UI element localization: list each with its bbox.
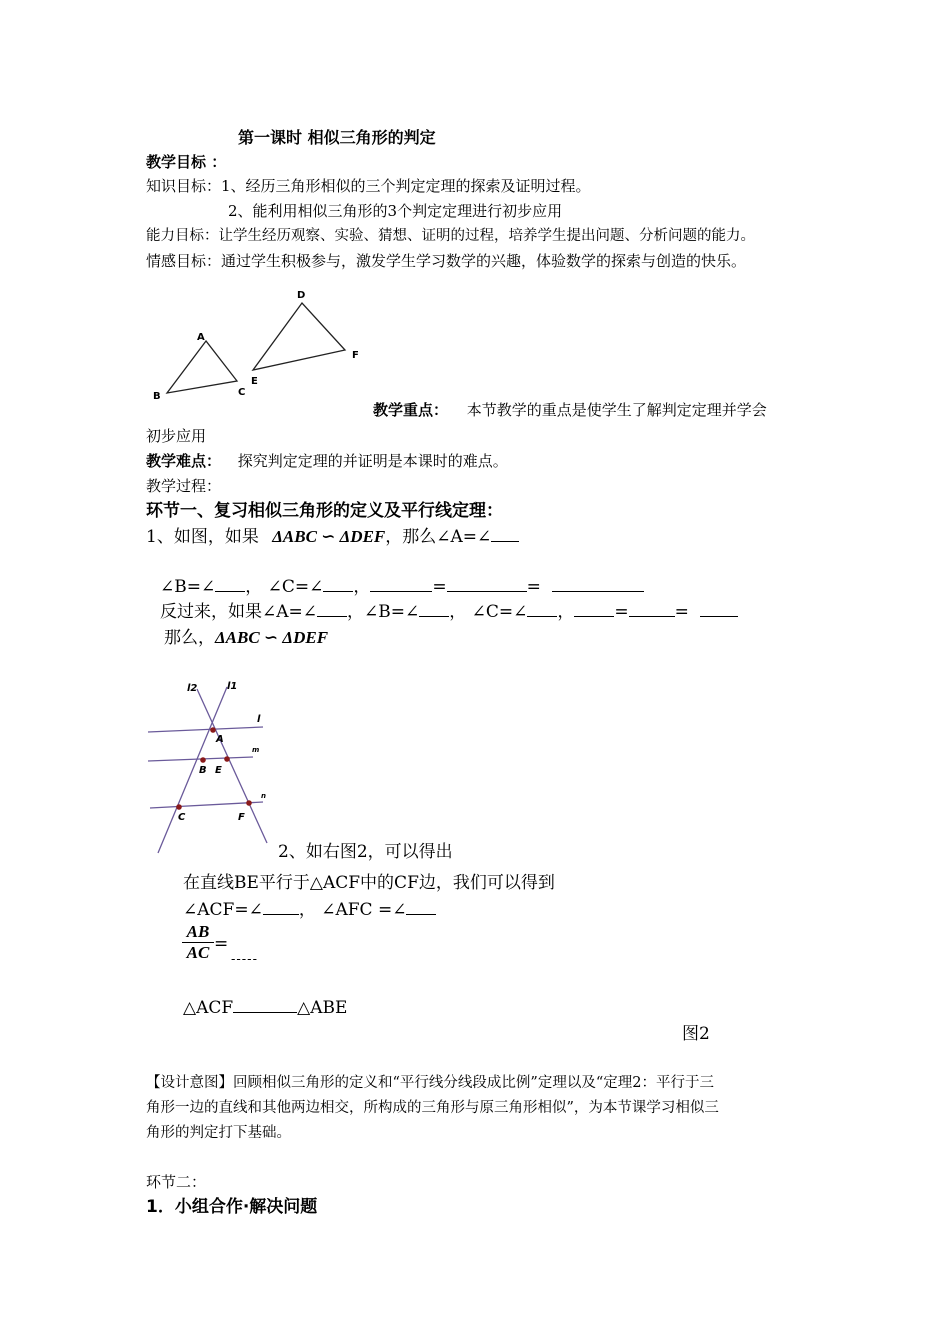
label-m: m xyxy=(252,746,260,754)
label-e: E xyxy=(251,376,258,387)
section2-subheading: 1．小组合作·解决问题 xyxy=(146,1197,318,1217)
blank xyxy=(419,602,449,617)
fraction-equals: = xyxy=(214,934,229,954)
blank xyxy=(263,900,299,915)
question-1-row3: 反过来，如果∠A=∠ ，∠B=∠ ， ∠C=∠ ， = = xyxy=(160,602,738,622)
converse-angle-b: ，∠B=∠ xyxy=(347,602,420,622)
blank xyxy=(406,900,436,915)
section2-heading: 环节二： xyxy=(146,1173,207,1191)
angle-afc: ， ∠AFC =∠ xyxy=(298,900,407,920)
label-d: D xyxy=(297,290,306,301)
angle-c-text: ， ∠C=∠ xyxy=(245,577,324,597)
label-l2: l2 xyxy=(187,683,198,694)
similarity-expression: ΔABC ∽ ΔDEF xyxy=(215,628,329,647)
question-1-row2: ∠B=∠ ， ∠C=∠ ， = = xyxy=(160,577,644,597)
blank xyxy=(491,527,519,542)
q1-suffix: ，那么∠A=∠ xyxy=(385,527,492,547)
blank xyxy=(552,577,644,592)
blank xyxy=(370,577,432,592)
then-text: 那么， xyxy=(164,628,215,648)
angle-acf: ∠ACF=∠ xyxy=(183,900,263,920)
design-intent-line3: 角形的判定打下基础。 xyxy=(146,1125,291,1141)
triangle-abc xyxy=(167,341,237,393)
key-point-continued: 初步应用 xyxy=(146,427,207,445)
blank xyxy=(447,577,527,592)
point-b xyxy=(200,757,206,763)
parallel-lines-figure xyxy=(145,675,280,857)
label-l1: l1 xyxy=(227,681,238,692)
knowledge-objective-1: 知识目标：1、经历三角形相似的三个判定定理的探索及证明过程。 xyxy=(146,177,591,195)
figure-2-caption: 图2 xyxy=(682,1024,710,1044)
angle-b-text: ∠B=∠ xyxy=(160,577,216,597)
q1-prefix: 1、如图，如果 xyxy=(146,527,259,547)
emotion-objective: 情感目标：通过学生积极参与，激发学生学习数学的兴趣，体验数学的探索与创造的快乐。 xyxy=(146,252,747,270)
objectives-heading: 教学目标 ： xyxy=(146,153,227,171)
design-intent-line2: 角形一边的直线和其他两边相交，所构成的三角形与原三角形相似”，为本节课学习相似三 xyxy=(146,1100,719,1116)
fraction-denominator: AC xyxy=(186,943,210,962)
blank xyxy=(574,602,614,617)
blank xyxy=(323,577,353,592)
blank xyxy=(527,602,557,617)
label-c: C xyxy=(178,812,186,823)
point-e xyxy=(224,756,230,762)
triangle-acf: △ACF xyxy=(183,998,234,1018)
page-title: 第一课时 相似三角形的判定 xyxy=(238,128,436,147)
similar-triangles-figure xyxy=(145,280,385,410)
process-label: 教学过程： xyxy=(146,477,222,495)
blank xyxy=(233,998,297,1013)
key-point-text: 本节教学的重点是使学生了解判定定理并学会 xyxy=(466,401,767,419)
label-c: C xyxy=(238,387,246,398)
equals-sign: = xyxy=(674,602,689,622)
label-b: B xyxy=(199,765,207,776)
design-intent-line1: 【设计意图】回顾相似三角形的定义和“平行线分线段成比例”定理以及“定理2：平行于三 xyxy=(146,1075,714,1091)
converse-angle-a: 反过来，如果∠A=∠ xyxy=(160,602,318,622)
question-1-row4 xyxy=(164,628,328,648)
point-c xyxy=(176,804,182,810)
section1-heading: 环节一、复习相似三角形的定义及平行线定理： xyxy=(146,501,503,521)
key-point-label: 教学重点： xyxy=(373,401,449,419)
blank xyxy=(215,577,245,592)
triangle-def xyxy=(253,303,345,370)
question-2-intro: 2、如右图2，可以得出 xyxy=(278,842,453,862)
line-n xyxy=(150,802,263,808)
line-l xyxy=(148,727,263,732)
label-n: n xyxy=(261,792,266,800)
question-2-line1: 在直线BE平行于△ACF中的CF边，我们可以得到 xyxy=(183,873,555,893)
label-f: F xyxy=(352,350,359,361)
label-l: l xyxy=(257,714,261,725)
label-e: E xyxy=(215,765,222,776)
equals-sign: = xyxy=(432,577,447,597)
question-2-angles xyxy=(183,900,436,920)
knowledge-objective-2: 2、能利用相似三角形的3个判定定理进行初步应用 xyxy=(228,202,563,220)
blank xyxy=(629,602,675,617)
transversal-l2 xyxy=(197,689,267,843)
blank xyxy=(317,602,347,617)
point-a xyxy=(210,727,216,733)
point-f xyxy=(246,800,252,806)
equals-sign: = xyxy=(614,602,629,622)
difficulty-text: 探究判定定理的并证明是本课时的难点。 xyxy=(237,452,508,470)
label-a: A xyxy=(216,734,224,745)
difficulty-line xyxy=(146,451,508,471)
difficulty-label: 教学难点： xyxy=(146,452,222,470)
equals-sign: = xyxy=(526,577,541,597)
triangle-abe: △ABE xyxy=(297,998,348,1018)
blank xyxy=(700,602,738,617)
ability-objective: 能力目标：让学生经历观察、实验、猜想、证明的过程，培养学生提出问题、分析问题的能力。 xyxy=(146,228,755,244)
converse-angle-c: ， ∠C=∠ xyxy=(449,602,528,622)
label-a: A xyxy=(197,332,205,343)
similarity-expression: ΔABC ∽ ΔDEF xyxy=(272,527,386,546)
fraction-numerator: AB xyxy=(182,922,214,943)
question-1-line xyxy=(146,527,519,547)
fraction-blank: ----- xyxy=(231,952,258,967)
key-point-line xyxy=(373,400,767,420)
label-b: B xyxy=(153,391,161,402)
triangle-similarity-blank xyxy=(183,998,347,1018)
label-f: F xyxy=(238,812,245,823)
